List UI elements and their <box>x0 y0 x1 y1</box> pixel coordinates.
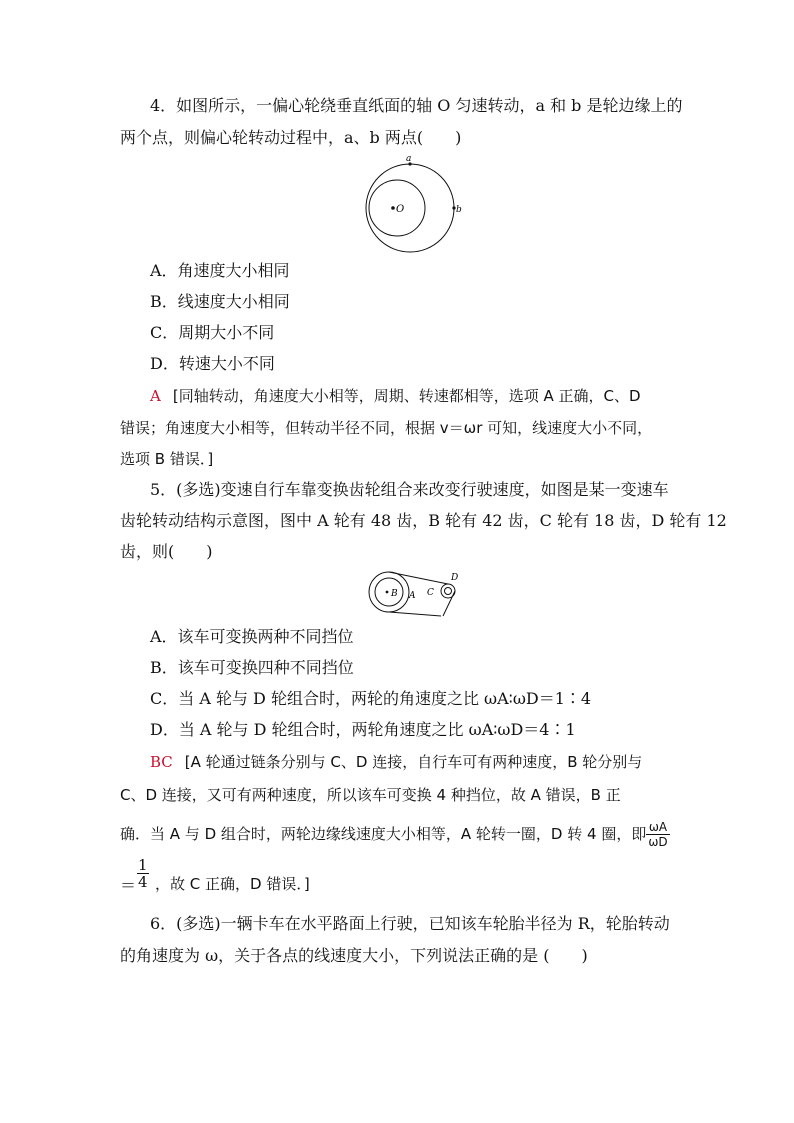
label-o: O <box>396 204 405 215</box>
one-quarter-fraction: $\frac{1}{4}$ <box>138 856 148 891</box>
label-a: A <box>409 591 416 601</box>
label-b: B <box>391 589 398 599</box>
q5-option-b: B．该车可变换四种不同挡位 <box>150 658 354 677</box>
omega-ratio-fraction: $\frac{\omega A}{\omega D}$ <box>648 820 668 849</box>
q5-explanation-line-4: ，故 C 正确，D 错误．] <box>155 875 310 893</box>
gear-b-circle <box>375 578 403 606</box>
q4-explanation-line-1: A [同轴转动，角速度大小相等，周期、转速都相等，选项 A 正确，C、D <box>150 387 641 405</box>
label-d: D <box>451 573 459 583</box>
axis-point-o <box>391 206 395 210</box>
q4-explanation-line-3: 选项 B 错误．] <box>120 450 214 468</box>
wheel-outer-circle <box>366 164 454 252</box>
q4-option-a: A．角速度大小相同 <box>150 261 290 280</box>
q5-stem-line-3: 齿，则( ) <box>120 542 213 561</box>
q6-stem-line-2: 的角速度为 ω，关于各点的线速度大小，下列说法正确的是 ( ) <box>120 946 588 965</box>
q4-stem-line-1: 4．如图所示，一偏心轮绕垂直纸面的轴 O 匀速转动，a 和 b 是轮边缘上的 <box>150 96 683 115</box>
q4-stem-line-2: 两个点，则偏心轮转动过程中，a、b 两点( ) <box>120 128 462 147</box>
q6-stem-line-1: 6．(多选)一辆卡车在水平路面上行驶，已知该车轮胎半径为 R，轮胎转动 <box>150 914 670 933</box>
q5-stem-line-1: 5．(多选)变速自行车靠变换齿轮组合来改变行驶速度，如图是某一变速车 <box>150 480 669 499</box>
q4-option-c: C．周期大小不同 <box>150 323 275 342</box>
label-b: b <box>456 205 462 215</box>
chain-bottom <box>389 612 441 616</box>
chain-top <box>389 572 448 584</box>
q4-option-b: B．线速度大小相同 <box>150 292 290 311</box>
q5-option-a: A．该车可变换两种不同挡位 <box>150 627 354 646</box>
gear-d-circle <box>445 588 452 595</box>
q5-explanation-line-2: C、D 连接，又可有两种速度，所以该车可变换 4 种挡位，故 A 错误，B 正 <box>120 786 621 804</box>
q5-explanation-line-1: BC [A 轮通过链条分别与 C、D 连接，自行车可有两种速度，B 轮分别与 <box>150 753 643 771</box>
q5-stem-line-2: 齿轮转动结构示意图，图中 A 轮有 48 齿，B 轮有 42 齿，C 轮有 18 齿，D 轮有 12 <box>120 511 727 530</box>
q5-option-c: C．当 A 轮与 D 轮组合时，两轮的角速度之比 ωA∶ωD＝1∶4 <box>150 689 592 708</box>
label-a: a <box>406 154 412 164</box>
q5-answer: BC <box>150 753 173 771</box>
q4-explanation-line-2: 错误；角速度大小相等，但转动半径不同，根据 v＝ωr 可知，线速度大小不同， <box>120 419 653 437</box>
q4-option-d: D．转速大小不同 <box>150 354 275 373</box>
q5-explanation-equals: ＝ <box>120 876 137 895</box>
gear-b-axis <box>386 591 389 594</box>
eccentric-wheel-figure <box>360 152 470 256</box>
bicycle-gear-figure <box>365 570 465 618</box>
q5-option-d: D．当 A 轮与 D 轮组合时，两轮角速度之比 ωA∶ωD＝4∶1 <box>150 720 576 739</box>
q4-answer: A <box>150 387 161 405</box>
label-c: C <box>427 588 434 598</box>
q5-explanation-line-3: 确．当 A 与 D 组合时，两轮边缘线速度大小相等，A 轮转一圈，D 转 4 圈，即 $\frac{\omega A}{\omega D}$ <box>120 820 668 849</box>
